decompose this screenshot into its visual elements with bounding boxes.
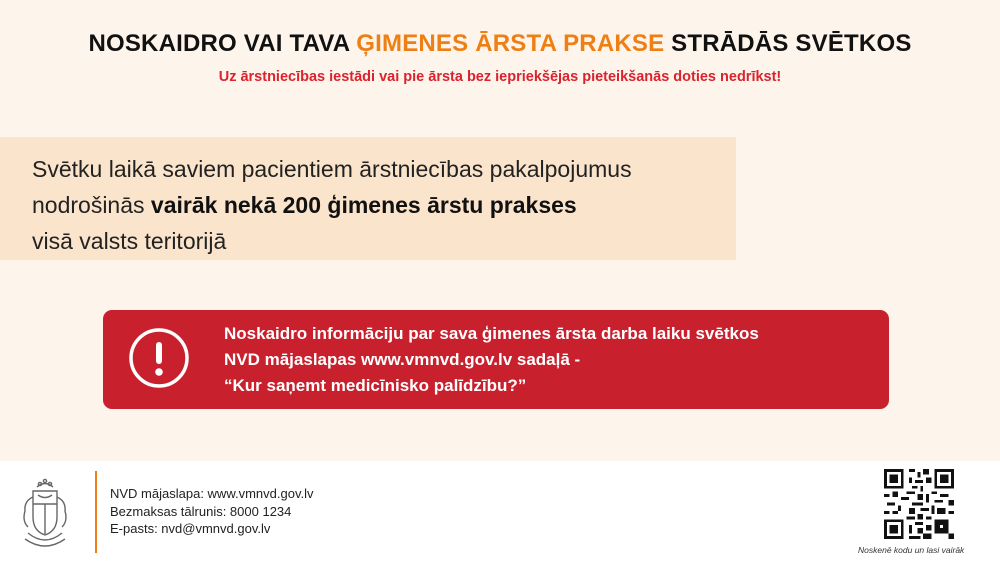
qr-code-icon[interactable] bbox=[884, 469, 954, 539]
alert-line-3: “Kur saņemt medicīnisko palīdzību?” bbox=[224, 376, 527, 395]
email-contact[interactable]: E-pasts: nvd@vmnvd.gov.lv bbox=[110, 521, 271, 536]
alert-line-2: NVD mājaslapas www.vmnvd.gov.lv sadaļā - bbox=[224, 350, 581, 369]
alert-text bbox=[224, 321, 874, 399]
website-contact[interactable]: NVD mājaslapa: www.vmnvd.gov.lv bbox=[110, 486, 314, 501]
contact-info bbox=[110, 485, 314, 538]
coat-of-arms-icon bbox=[16, 477, 74, 553]
alert-banner bbox=[103, 310, 889, 409]
info-line-3: visā valsts teritorijā bbox=[32, 228, 227, 254]
page-title bbox=[0, 30, 1000, 58]
title-part-2: STRĀDĀS SVĒTKOS bbox=[664, 30, 912, 57]
info-line-2-bold: vairāk nekā 200 ģimenes ārstu prakses bbox=[150, 192, 577, 218]
warning-subtitle: Uz ārstniecības iestādi vai pie ārsta bez iepriekšējas pieteikšanās doties nedrīkst! bbox=[218, 69, 782, 85]
info-text bbox=[32, 151, 732, 259]
info-line-2-plain: nodrošinās bbox=[32, 192, 151, 218]
title-accent: ĢIMENES ĀRSTA PRAKSE bbox=[356, 30, 665, 57]
info-line-2 bbox=[32, 187, 732, 223]
qr-caption: Noskenē kodu un lasi vairāk bbox=[858, 545, 965, 555]
title-part-1: NOSKAIDRO VAI TAVA bbox=[88, 30, 357, 57]
exclamation-circle-icon bbox=[128, 327, 190, 389]
footer-divider bbox=[95, 471, 97, 553]
phone-contact[interactable]: Bezmaksas tālrunis: 8000 1234 bbox=[110, 503, 292, 519]
info-box bbox=[0, 137, 736, 260]
info-line-1: Svētku laikā saviem pacientiem ārstniecības pakalpojumus bbox=[32, 156, 632, 182]
footer bbox=[0, 461, 1000, 563]
alert-line-1: Noskaidro informāciju par sava ģimenes ārsta darba laiku svētkos bbox=[224, 324, 759, 343]
